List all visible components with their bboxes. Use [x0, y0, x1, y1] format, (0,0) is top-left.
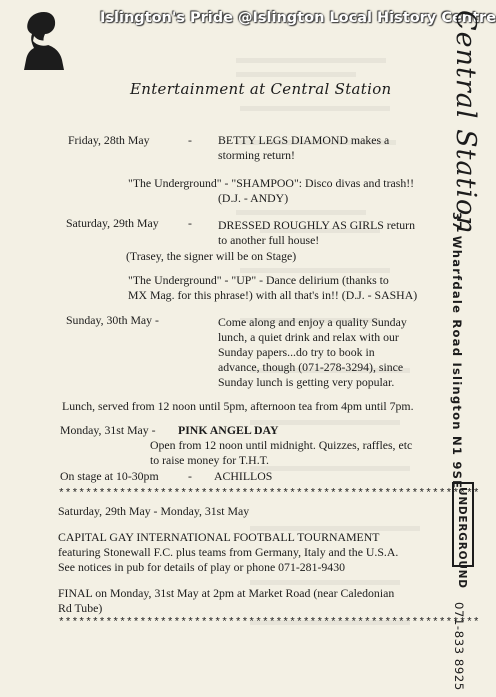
- friday-dash: -: [188, 133, 192, 147]
- page-heading: Entertainment at Central Station: [130, 80, 392, 98]
- friday-date: Friday, 28th May: [68, 133, 150, 147]
- sunday-line-4: advance, though (071-278-3294), since: [218, 360, 404, 374]
- friday-line-1: BETTY LEGS DIAMOND makes a: [218, 133, 390, 147]
- stage-time: On stage at 10-30pm: [60, 469, 159, 483]
- monday-line-1: Open from 12 noon until midnight. Quizzes, raffles, etc: [150, 438, 413, 452]
- sunday-line-1: Come along and enjoy a quality Sunday: [218, 315, 407, 329]
- saturday-line-1: DRESSED ROUGHLY AS GIRLS return: [218, 218, 415, 232]
- pink-angel-day-title: PINK ANGEL DAY: [178, 423, 279, 437]
- stage-dash: -: [188, 469, 192, 483]
- lunch-hours: Lunch, served from 12 noon until 5pm, afternoon tea from 4pm until 7pm.: [62, 399, 414, 413]
- thinking-figure-logo: [18, 8, 70, 70]
- central-station-title: Central Station: [450, 10, 481, 235]
- monday-line-2: to raise money for T.H.T.: [150, 453, 269, 467]
- star-divider-bottom: **************************************************************: [58, 617, 480, 629]
- friday-line-2: storming return!: [218, 148, 295, 162]
- sunday-line-2: lunch, a quiet drink and relax with our: [218, 330, 399, 344]
- football-final-line-1: FINAL on Monday, 31st May at 2pm at Market Road (near Caledonian: [58, 586, 395, 600]
- friday-underground-line-1: "The Underground" - "SHAMPOO": Disco divas and trash!!: [128, 176, 415, 190]
- sunday-line-5: Sunday lunch is getting very popular.: [218, 375, 395, 389]
- underground-logo: [452, 482, 474, 589]
- football-dates: Saturday, 29th May - Monday, 31st May: [58, 504, 250, 518]
- underground-logo-text: UNDERGROUND: [456, 487, 468, 589]
- football-line-1: CAPITAL GAY INTERNATIONAL FOOTBALL TOURNAMENT: [58, 530, 380, 544]
- saturday-line-2: to another full house!: [218, 233, 320, 247]
- stage-act: ACHILLOS: [214, 469, 273, 483]
- saturday-line-3: (Trasey, the signer will be on Stage): [126, 249, 297, 263]
- friday-underground-line-2: (D.J. - ANDY): [218, 191, 289, 205]
- football-final-line-2: Rd Tube): [58, 601, 103, 615]
- monday-date: Monday, 31st May -: [60, 423, 156, 437]
- venue-phone: 071-833 8925: [452, 602, 466, 691]
- saturday-dash: -: [188, 216, 192, 230]
- sunday-line-3: Sunday papers...do try to book in: [218, 345, 375, 359]
- saturday-underground-line-2: MX Mag. for this phrase!) with all that's in!! (D.J. - SASHA): [128, 288, 418, 302]
- star-divider-top: **************************************************************: [58, 488, 480, 500]
- saturday-underground-line-1: "The Underground" - "UP" - Dance delirium (thanks to: [128, 273, 389, 287]
- saturday-date: Saturday, 29th May: [66, 216, 159, 230]
- watermark-caption: Islington's Pride @Islington Local History Centre: [100, 10, 496, 26]
- football-line-2: featuring Stonewall F.C. plus teams from Germany, Italy and the U.S.A.: [58, 545, 399, 559]
- sunday-date: Sunday, 30th May -: [66, 313, 159, 327]
- football-line-3: See notices in pub for details of play or phone 071-281-9430: [58, 560, 345, 574]
- venue-address: 37 Wharfdale Road Islington N1 9SE: [450, 212, 464, 490]
